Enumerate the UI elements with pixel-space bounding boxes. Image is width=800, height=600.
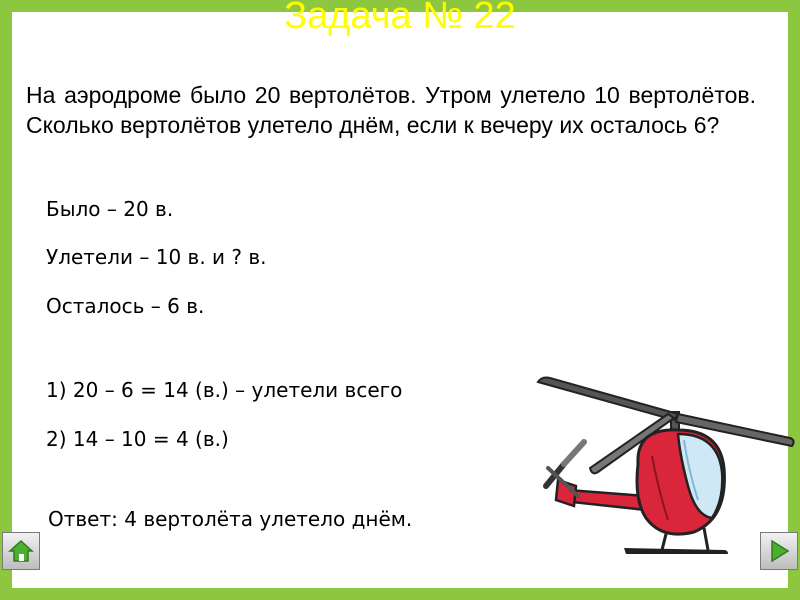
home-button[interactable] <box>2 532 40 570</box>
slide-title: Задача № 22 <box>284 0 516 37</box>
condition-flew: Улетели – 10 в. и ? в. <box>46 245 267 269</box>
solution-step-2: 2) 14 – 10 = 4 (в.) <box>46 427 229 451</box>
next-slide-button[interactable] <box>760 532 798 570</box>
problem-text: На аэродроме было 20 вертолётов. Утром улетело 10 вертолётов. Сколько вертолётов улетело днём, если к вечеру их осталось 6? <box>26 82 756 138</box>
condition-was: Было – 20 в. <box>46 197 174 221</box>
answer-text: Ответ: 4 вертолёта улетело днём. <box>48 507 413 531</box>
home-icon <box>8 539 34 563</box>
solution-step-1: 1) 20 – 6 = 14 (в.) – улетели всего <box>46 378 403 402</box>
next-arrow-icon <box>768 539 790 563</box>
condition-left: Осталось – 6 в. <box>46 294 205 318</box>
